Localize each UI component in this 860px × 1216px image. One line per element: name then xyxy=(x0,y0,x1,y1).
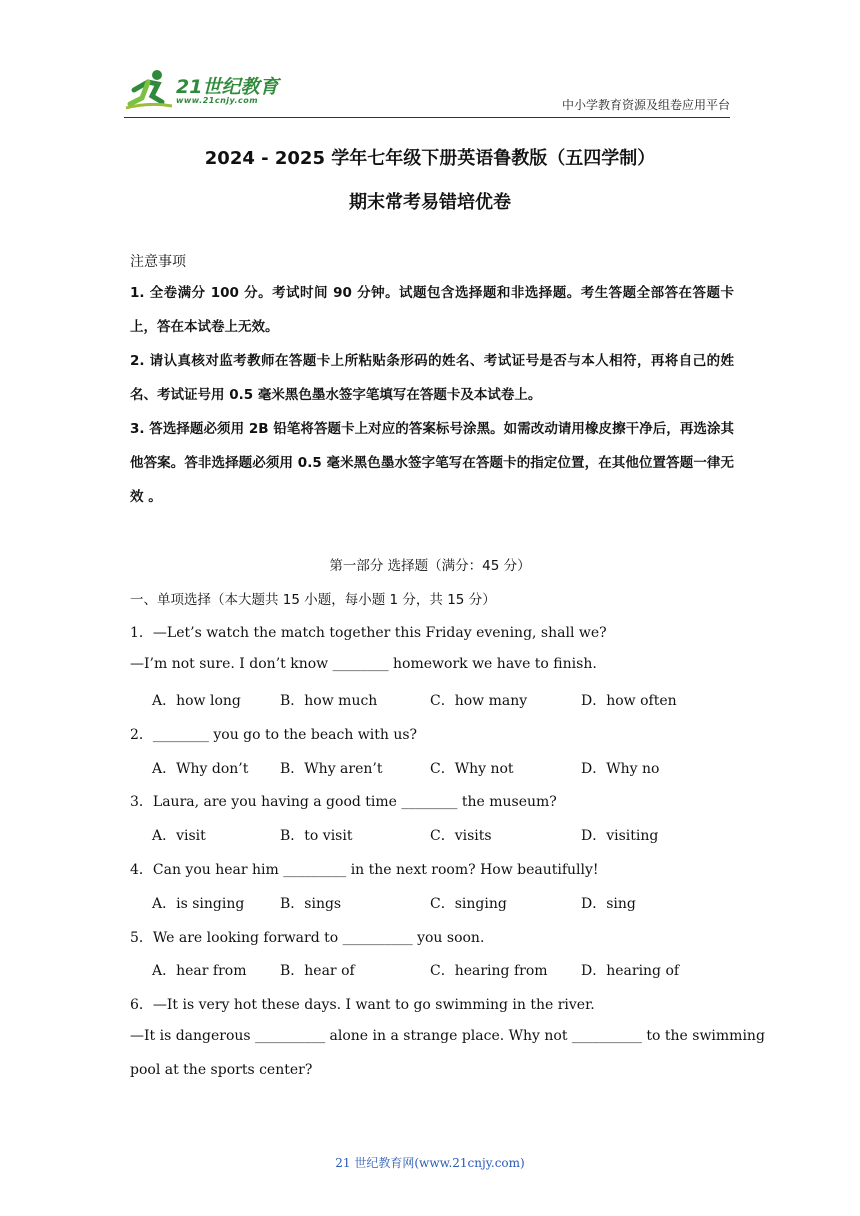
option-a: A．how long xyxy=(152,693,241,709)
site-logo xyxy=(124,68,294,114)
option-c: C．visits xyxy=(430,828,492,844)
question-text: 2．________ you go to the beach with us? xyxy=(130,727,418,743)
notice-item: 3. 答选择题必须用 2B 铅笔将答题卡上对应的答案标号涂黑。如需改动请用橡皮擦干净后，再选涂其他答案。答非选择题必须用 0.5 毫米黑色墨水签字笔写在答题卡的指定位置，在其他位置答题一律无效 。 xyxy=(130,421,734,505)
part-heading: 第一部分 选择题（满分：45 分） xyxy=(329,558,531,574)
option-c: C．singing xyxy=(430,896,507,912)
option-d: D．Why no xyxy=(581,761,660,777)
question-text: 1．—Let’s watch the match together this Friday evening, shall we? xyxy=(130,625,607,641)
runner-logo-icon xyxy=(124,68,174,112)
logo-url: www.21cnjy.com xyxy=(176,96,259,105)
question-text: —I’m not sure. I don’t know ________ homework we have to finish. xyxy=(130,656,597,672)
question-text: —It is dangerous __________ alone in a strange place. Why not __________ to the swimming xyxy=(130,1028,765,1044)
option-d: D．hearing of xyxy=(581,963,680,979)
option-c: C．how many xyxy=(430,693,528,709)
header-divider xyxy=(124,117,730,118)
option-a: A．is singing xyxy=(152,896,245,912)
option-a: A．hear from xyxy=(152,963,247,979)
option-d: D．visiting xyxy=(581,828,659,844)
platform-label: 中小学教育资源及组卷应用平台 xyxy=(561,98,730,112)
option-a: A．visit xyxy=(152,828,206,844)
exam-title-line1: 2024 - 2025 学年七年级下册英语鲁教版（五四学制） xyxy=(204,148,656,169)
question-text: 3．Laura, are you having a good time ________ the museum? xyxy=(130,794,557,810)
option-b: B．sings xyxy=(280,896,342,912)
footer-link[interactable]: 21 世纪教育网(www.21cnjy.com) xyxy=(335,1156,525,1170)
option-d: D．sing xyxy=(581,896,636,912)
question-text: 5．We are looking forward to __________ you soon. xyxy=(130,930,485,946)
question-text: 4．Can you hear him _________ in the next room? How beautifully! xyxy=(130,862,599,878)
logo-text: 21世纪教育 xyxy=(176,76,279,98)
notice-item: 2. 请认真核对监考教师在答题卡上所粘贴条形码的姓名、考试证号是否与本人相符，再将自己的姓名、考试证号用 0.5 毫米黑色墨水签字笔填写在答题卡及本试卷上。 xyxy=(130,353,734,403)
exam-title-line2: 期末常考易错培优卷 xyxy=(349,192,511,213)
section-heading: 一、单项选择（本大题共 15 小题，每小题 1 分，共 15 分） xyxy=(130,592,496,608)
option-c: C．hearing from xyxy=(430,963,548,979)
option-b: B．hear of xyxy=(280,963,355,979)
notice-heading: 注意事项 xyxy=(130,254,186,270)
notice-item: 1. 全卷满分 100 分。考试时间 90 分钟。试题包含选择题和非选择题。考生答题全部答在答题卡上，答在本试卷上无效。 xyxy=(130,285,734,335)
option-b: B．Why aren’t xyxy=(280,761,383,777)
question-text: 6．—It is very hot these days. I want to go swimming in the river. xyxy=(130,997,595,1013)
option-b: B．how much xyxy=(280,693,378,709)
option-a: A．Why don’t xyxy=(152,761,249,777)
option-d: D．how often xyxy=(581,693,677,709)
option-b: B．to visit xyxy=(280,828,353,844)
option-c: C．Why not xyxy=(430,761,514,777)
question-text: pool at the sports center? xyxy=(130,1062,313,1078)
